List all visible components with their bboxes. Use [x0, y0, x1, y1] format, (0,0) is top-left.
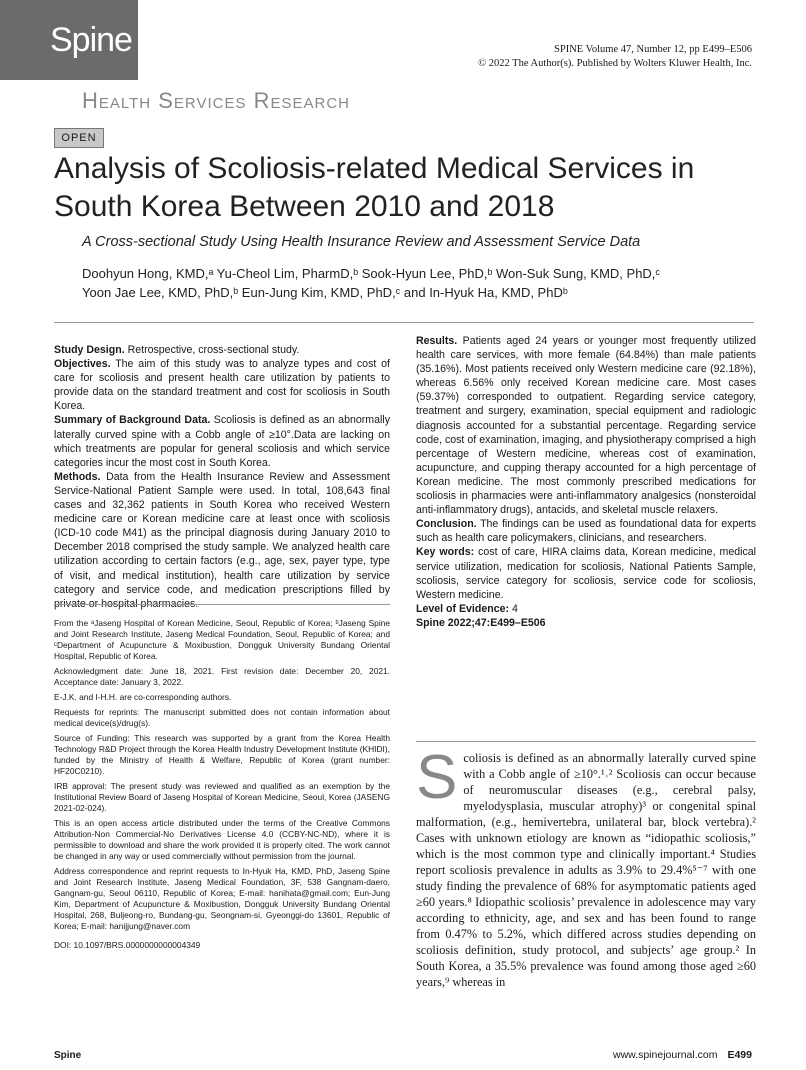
abstract-background	[54, 413, 390, 469]
open-access-badge: OPEN	[54, 128, 104, 148]
keywords-label: Key words:	[416, 546, 475, 559]
affiliation-corresponding: E-J.K. and I-H.H. are co-corresponding authors.	[54, 692, 232, 702]
abstract-methods	[54, 470, 390, 611]
section-title: Health Services Research	[82, 88, 351, 113]
objectives-text: The aim of this study was to analyze types and cost of care for scoliosis and present health care utilization by patients to provide data on the standard treatment and cost for scoliosis in South Korea.	[54, 358, 390, 413]
evidence-label: Level of Evidence:	[416, 602, 510, 615]
introduction-text	[416, 743, 756, 990]
methods-label: Methods.	[54, 470, 101, 483]
background-label: Summary of Background Data.	[54, 414, 211, 427]
evidence-text: 4	[509, 602, 518, 615]
journal-volume-line: SPINE Volume 47, Number 12, pp E499–E506	[554, 44, 752, 55]
affiliation-doi: DOI: 10.1097/BRS.0000000000004349	[54, 940, 201, 950]
study-design-text: Retrospective, cross-sectional study.	[124, 344, 300, 356]
affiliation-divider	[54, 604, 390, 605]
keywords-text: cost of care, HIRA claims data, Korean medicine, medical service utilization, medication for scoliosis, National Patients Sample, scoliosis, service category for scoliosis, service code for scoliosis, Western medicine.	[416, 546, 756, 601]
abstract-conclusion	[416, 517, 756, 545]
affiliation-notes	[54, 618, 390, 955]
authors-line-1: Doohyun Hong, KMD,ᵃ Yu-Cheol Lim, PharmD,ᵇ Sook-Hyun Lee, PhD,ᵇ Won-Suk Sung, KMD, PhD,ᶜ	[82, 266, 661, 281]
affiliation-from: From the ᵃJaseng Hospital of Korean Medicine, Seoul, Republic of Korea; ᵇJaseng Spine and Joint Research Institute, Jaseng Medical Foundation, Seoul, Republic of Korea; and ᶜDepartment of Acupuncture & Moxibustion, Dongguk University Bundang Oriental Hospital, Republic of Korea.	[54, 618, 390, 661]
abstract-study-design	[54, 343, 390, 357]
drop-cap: S	[416, 743, 458, 812]
header-divider	[54, 322, 754, 323]
page-number: E499	[727, 1049, 752, 1061]
abstract-column-right	[416, 334, 756, 630]
study-design-label: Study Design.	[54, 344, 125, 356]
abstract-evidence	[416, 602, 756, 616]
copyright-line: © 2022 The Author(s). Published by Wolters Kluwer Health, Inc.	[478, 58, 752, 69]
objectives-label: Objectives.	[54, 358, 111, 371]
affiliation-reprints: Requests for reprints: The manuscript submitted does not contain information about medical device(s)/drug(s).	[54, 707, 390, 728]
affiliation-license: This is an open access article distributed under the terms of the Creative Commons Attribution-Non Commercial-No Derivatives License 4.0 (CCBY-NC-ND), where it is permissible to download and share the work provided it is properly cited. The work cannot be changed in any way or used commercially without permission from the journal.	[54, 818, 390, 861]
background-text: Scoliosis is defined as an abnormally laterally curved spine with a Cobb angle of ≥10°.Data are lacking on which treatments are popular for general scoliosis and which service categories incur the most cost in South Korea.	[54, 414, 390, 469]
abstract-results	[416, 334, 756, 517]
journal-info	[478, 43, 752, 71]
abstract-citation: Spine 2022;47:E499–E506	[416, 616, 546, 629]
conclusion-label: Conclusion.	[416, 518, 477, 531]
body-divider	[416, 741, 756, 742]
footer-url[interactable]: www.spinejournal.com	[613, 1049, 718, 1061]
abstract-column-left	[54, 343, 390, 611]
abstract-objectives	[54, 357, 390, 413]
results-label: Results.	[416, 335, 458, 347]
conclusion-text: The findings can be used as foundational data for experts such as health care policymakers, clinicians, and researchers.	[416, 518, 756, 545]
affiliation-irb: IRB approval: The present study was reviewed and qualified as an exemption by the Institutional Review Board of Jaseng Hospital of Korean Medicine, Seoul, Korea (JASENG 2021-02-024).	[54, 781, 390, 813]
affiliation-funding: Source of Funding: This research was supported by a grant from the Korea Health Technology R&D Project through the Korea Health Industry Development Institute (KHIDI), funded by the Ministry of Health & Welfare, Republic of Korea (grant number: HF20C0210).	[54, 733, 390, 776]
footer-journal-name: Spine	[54, 1050, 82, 1061]
introduction-paragraph: coliosis is defined as an abnormally laterally curved spine with a Cobb angle of ≥10°.¹˒² Scoliosis can occur because of neuromuscular diseases (e.g., cerebral palsy, myelodysplasia, muscular atrophy)³ or congenital spinal malformation, (e.g., hemivertebra, unilateral bar, block vertebra).² Cases with unknown etiology are known as “idiopathic scoliosis,” which is the most common type and clinically important.⁴ Studies report scoliosis prevalence in adults as 3.9% to 29.4%⁵⁻⁷ with one study finding the prevalence of 68% for asymptomatic patients aged ≥60 years.⁸ Idiopathic scoliosis’ prevalence in adolescence may vary according to ethnicity, age, and sex and has been found to range from 0.47% to 5.2%, which differed across studies depending on scoliosis definition, study protocol, and subjects’ age group.² In South Korea, a 35.5% prevalence was found among those aged ≥60 years,⁹ whereas in	[416, 751, 756, 989]
article-subtitle: A Cross-sectional Study Using Health Insurance Review and Assessment Service Data	[82, 234, 641, 250]
affiliation-address: Address correspondence and reprint requests to In-Hyuk Ha, KMD, PhD, Jaseng Spine and Joint Research Institute, Jaseng Medical Foundation, 3F, 538 Gangnam-daero, Gangnam-gu, Seoul 06110, Republic of Korea; E-mail: hanihata@gmail.com; Eun-Jung Kim, Department of Acupuncture & Moxibustion, Dongguk University Bundang Oriental Hospital, 268, Buljeong-ro, Bundang-gu, Seongnam-si, Gyeonggi-do 13601, Republic of Korea; E-mail: hanijjung@naver.com	[54, 866, 390, 931]
author-list	[82, 264, 762, 302]
authors-line-2: Yoon Jae Lee, KMD, PhD,ᵇ Eun-Jung Kim, KMD, PhD,ᶜ and In-Hyuk Ha, KMD, PhDᵇ	[82, 285, 568, 300]
article-title: Analysis of Scoliosis-related Medical Services in South Korea Between 2010 and 2018	[54, 152, 695, 223]
footer-right	[613, 1049, 752, 1061]
logo-text: Spine	[50, 20, 132, 59]
journal-logo	[0, 0, 138, 80]
affiliation-dates: Acknowledgment date: June 18, 2021. First revision date: December 20, 2021. Acceptance date: January 3, 2022.	[54, 666, 390, 687]
abstract-keywords	[416, 545, 756, 601]
methods-text: Data from the Health Insurance Review and Assessment Service-National Patient Sample were used. In total, 108,643 final cases and 32,362 patients in South Korea who received Western medicine care or Korean medicine care at least once with scoliosis (ICD-10 code M41) as the principal diagnosis during January 2010 to December 2018 comprised the study sample. We analyzed health care utilization according to certain factors (e.g., age, sex, payer type, type of visit, and medical institution), health care utilization by service category and service code, and medication prescriptions filled by private or hospital pharmacies.	[54, 470, 390, 610]
results-text: Patients aged 24 years or younger most frequently utilized health care services, with more female (64.84%) than male patients (35.16%). Most patients received only Western medicine care (92.18%), whereas 6.56% only received Korean medicine care. Most cases (59.37%) corresponded to outpatient. Regarding service category, treatment and surgery, examination, special equipment and radiologic diagnosis accounted for a substantial percentage. Regarding service code, cost of examination, imaging, and physiotherapy comprised a high percentage of Western medicine, whereas cost of examination, acupuncture, and cupping therapy accounted for a high percentage of Korean medicine. The most commonly prescribed medications for scoliosis in pharmacies were anti-inflammatory analgesics (nonsteroidal anti-inflammatory drugs), antacids, and skeletal muscle relaxers.	[416, 335, 756, 517]
